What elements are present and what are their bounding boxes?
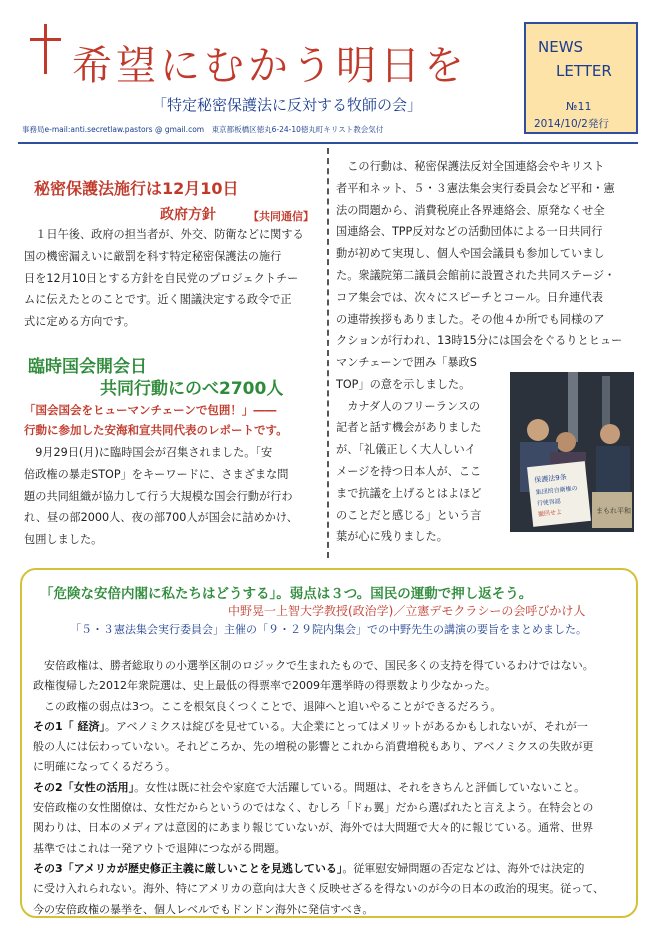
right-line: が、「礼儀正しく大人しいイ [336, 443, 476, 457]
article2-line: 9月29日(月)に臨時国会が召集されました。「安 [24, 446, 273, 459]
right-line: 記者と話す機会がありました [336, 421, 482, 435]
article1-line: ムに伝えたとのことです。近く閣議決定する政令で正 [24, 293, 292, 307]
right-line: 動が初めて実現し、個人や国会議員も参加していまし [336, 247, 605, 261]
article1-line: 日を12月10日とする方針を自民党のプロジェクトチー [24, 271, 299, 285]
right-line: メージを持つ日本人が、ここ [336, 464, 482, 478]
photo-sign-text: 保護法9条 [534, 473, 568, 485]
right-line: まで抗議を上げるとはよほど [336, 486, 482, 500]
lecture-line: 安倍政権の女性閣僚は、女性だからというのではなく、むしろ「ドゎ翼」だから選ばれたと言えよう。在特会との [33, 801, 594, 815]
article1-line: 式に定める方向です。 [24, 315, 135, 329]
photo-sign-extra: まもれ平和 [596, 507, 631, 515]
article2-line: 包囲しました。 [24, 533, 103, 547]
right-line: カナダ人のフリーランスの [336, 399, 481, 413]
lecture-body [33, 656, 633, 920]
point3-title: その3「アメリカが歴史修正主義に厳しいことを見逃している」 [33, 861, 343, 875]
article1-subtitle: 政府方針 [160, 207, 216, 223]
lecture-line: 政権復帰した2012年衆院選は、史上最低の得票率で2009年選挙時の得票数より少なかった。 [33, 679, 496, 693]
right-line: 者平和ネット、５・３憲法集会実行委員会など平和・憲 [336, 181, 615, 195]
lecture-line: 関わりは、日本のメディアは意図的にあまり報じていないが、海外では大問題で大々的に報じている。通常、世界 [33, 821, 594, 835]
article1-line: １日午後、政府の担当者が、外交、防衛などに関する [24, 228, 304, 241]
lecture-lead: 「５・３憲法集会実行委員会」主催の「９・２９院内集会」での中野先生の講演の要旨をまとめました。 [70, 623, 587, 636]
article2-title-line2: 共同行動にのべ2700人 [100, 379, 284, 399]
lecture-line: 。アベノミクスは綻びを見せている。大企業にとってはメリットがあるかもしれないが、それが一 [104, 719, 588, 733]
lecture-line: に受け入れられない。海外、特にアメリカの意向は大きく反映せざるを得ないのが今の日本の政治的現実。従って、 [33, 882, 605, 896]
article2-lead-line2: 行動に参加した安海和宣共同代表のレポートです。 [24, 423, 288, 437]
right-line: 法の問題から、消費税廃止各界連絡会、原発なくせ全 [336, 203, 605, 217]
office-contact: 事務局e-mail:anti.secretlaw.pastors @ gmail.com 東京都板橋区徳丸6-24-10徳丸町キリスト教会気付 [22, 125, 384, 134]
lecture-line: に明確になってくるだろう。 [33, 760, 176, 774]
cross-icon [44, 24, 47, 74]
right-column-text [336, 156, 640, 352]
cross-icon-bar [30, 38, 61, 41]
point2-title: その2「女性の活用」 [33, 780, 135, 794]
article2-line: 倍政権の暴走STOP」をキーワードに、さまざまな問 [24, 467, 289, 481]
lecture-point2 [33, 778, 633, 798]
right-line: この行動は、秘密保護法反対全国連絡会やキリスト [336, 160, 605, 173]
point1-title: その1「 経済」 [33, 719, 105, 733]
right-line: コア集会では、次々にスピーチとコール。日弁連代表 [336, 290, 603, 304]
lecture-line: この政権の弱点は3つ。ここを根気良くつくことで、退陣へと追いやることができるだろう。 [33, 699, 502, 713]
lecture-line: 今の安倍政権の暴挙を、個人レベルでもドンドン海外に発信すべき。 [33, 902, 374, 916]
masthead-title: 希望にむかう明日を [72, 43, 468, 89]
news-label: NEWS [538, 38, 584, 56]
issue-date: 2014/10/2発行 [534, 118, 609, 130]
lecture-line: 。女性は既に社会や家庭で大活躍している。問題は、それをきちんと評価していないこと。 [134, 780, 586, 794]
article1-source: 【共同通信】 [248, 210, 314, 223]
photo-sign-text: 集団的自衛権の [535, 485, 578, 497]
issue-number: №11 [566, 100, 592, 113]
protest-photo-drawing [510, 372, 634, 532]
lecture-line: 安倍政権は、勝者総取りの小選挙区制のロジックで生まれたもので、国民多くの支持を得ているわけではない。 [33, 659, 594, 672]
lecture-line: 。従軍慰安婦問題の否定などは、海外では決定的 [342, 861, 585, 875]
article2-line: れ、昼の部2000人、夜の部700人が国会に詰めかけ、 [24, 511, 298, 525]
right-line: クションが行われ、13時15分には国会をぐるりとヒュー [336, 334, 623, 348]
article2-lead-line1: 「国会国会をヒューマンチェーンで包囲！」―― [24, 403, 277, 417]
right-line: TOP」の意を示しました。 [336, 377, 471, 391]
right-line: た。衆議院第二議員会館前に設置された共同ステージ・ [336, 268, 616, 282]
lecture-line: 般の人には伝わっていない。それどころか、先の増税の影響とこれから消費増税もあり、アベノミクスの失敗が更 [33, 740, 594, 754]
column-divider [327, 148, 329, 558]
article2-line: 題の共同組織が協力して行う大規模な国会行動が行わ [24, 489, 293, 503]
lecture-author: 中野晃一上智大学教授(政治学)／立憲デモクラシーの会呼びかけ人 [228, 604, 586, 618]
letter-label: LETTER [556, 62, 612, 80]
photo-sign-text: 行使容認 [536, 497, 562, 508]
article2-title-line1: 臨時国会開会日 [28, 357, 147, 377]
article2-body [24, 442, 326, 551]
lecture-headline: 「危険な安倍内閣に私たちはどうする」。弱点は３つ。国民の運動で押し返そう。 [40, 586, 533, 602]
right-line: マンチェーンで囲み「暴政S [336, 356, 477, 369]
protest-photo [510, 372, 634, 532]
lecture-point3 [33, 859, 633, 879]
right-column-wrap-text [336, 352, 506, 548]
header-divider [18, 142, 638, 144]
right-line: 国連絡会、TPP反対などの活動団体による一日共同行 [336, 225, 603, 239]
lecture-point1 [33, 717, 633, 737]
article1-title: 秘密保護法施行は12月10日 [34, 179, 239, 198]
society-name: 「特定秘密保護法に反対する牧師の会」 [152, 96, 423, 114]
article1-line: 国の機密漏えいに厳罰を科す特定秘密保護法の施行 [24, 249, 282, 263]
right-line: の連帯挨拶もありました。その他４か所でも同様のア [336, 312, 605, 326]
right-line: のことだと感じる」という言 [336, 508, 482, 522]
right-line: 葉が心に残りました。 [336, 530, 448, 544]
photo-sign-text: 撤回せよ [537, 508, 563, 519]
article1-body [24, 224, 324, 333]
newsletter-badge [524, 22, 638, 134]
lecture-line: 基準ではこれは一発アウトで退陣につながる問題。 [33, 841, 286, 855]
